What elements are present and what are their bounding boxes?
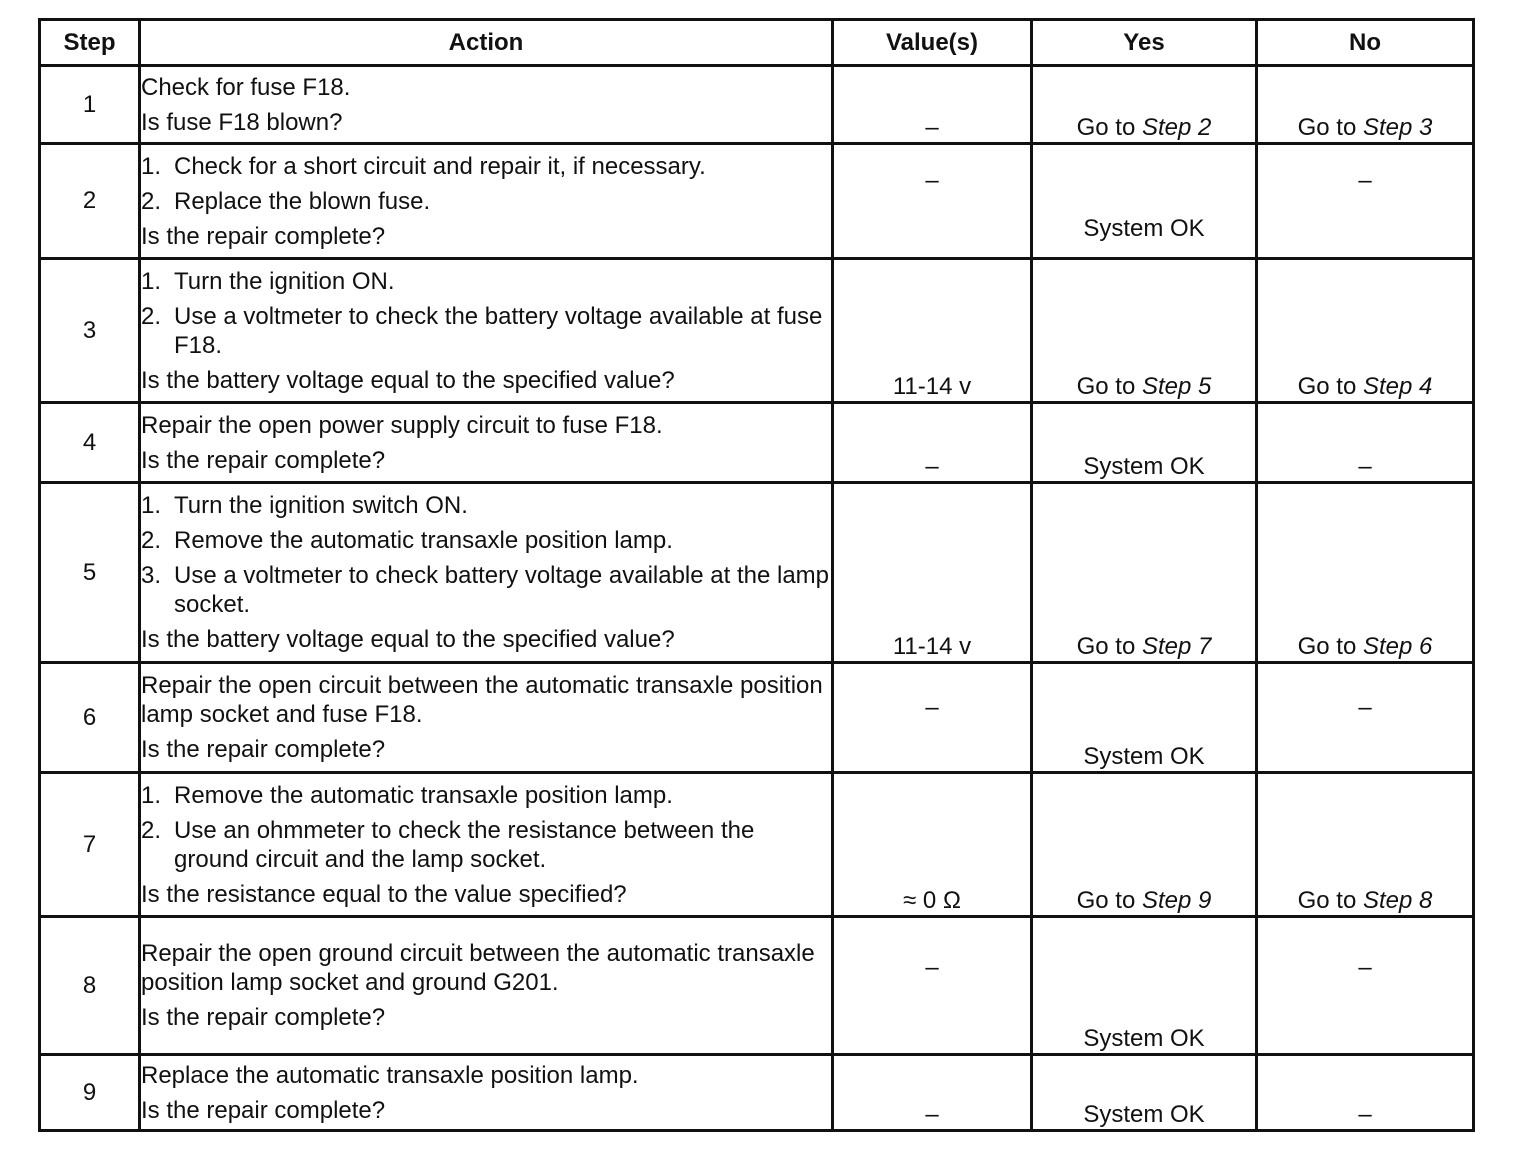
action-cell (140, 144, 833, 259)
no-prefix: Go to (1297, 373, 1363, 400)
action-cell (140, 1055, 833, 1131)
no-cell: – (1257, 1055, 1474, 1131)
item-number: 1. (141, 781, 162, 809)
action-text: Check for fuse F18. (141, 73, 351, 101)
value-cell: – (833, 403, 1032, 483)
action-item (141, 781, 831, 810)
value-cell: – (833, 66, 1032, 144)
value-cell: – (833, 1055, 1032, 1131)
step-number: 9 (40, 1055, 140, 1131)
action-cell (140, 663, 833, 773)
yes-cell: System OK (1032, 403, 1257, 483)
header-yes: Yes (1032, 20, 1257, 66)
item-number: 2. (141, 302, 162, 330)
item-text: Turn the ignition ON. (174, 267, 395, 295)
action-cell (140, 403, 833, 483)
diagnostic-table (38, 18, 1475, 1132)
item-number: 2. (141, 527, 162, 554)
no-prefix: Go to (1297, 114, 1363, 141)
item-number: 3. (141, 562, 162, 589)
item-number: 1. (141, 267, 162, 295)
item-text: Turn the ignition switch ON. (174, 492, 468, 519)
action-item (141, 491, 831, 520)
action-question: Is the repair complete? (141, 222, 386, 250)
no-step-ref: Step 4 (1362, 373, 1433, 400)
action-question: Is the battery voltage equal to the specified value? (141, 366, 675, 394)
yes-cell (1032, 773, 1257, 917)
action-question: Is the repair complete? (141, 1096, 386, 1124)
no-step-ref: Step 6 (1362, 633, 1433, 660)
item-number: 1. (141, 492, 162, 519)
table-row (40, 144, 1474, 259)
item-number: 1. (141, 152, 162, 180)
no-step-ref: Step 8 (1362, 887, 1433, 914)
header-action: Action (140, 20, 833, 66)
action-question: Is fuse F18 blown? (141, 108, 343, 136)
step-number: 8 (40, 917, 140, 1055)
item-text: Use a voltmeter to check battery voltage available at the lamp socket. (174, 562, 830, 618)
header-values: Value(s) (833, 20, 1032, 66)
table-row (40, 403, 1474, 483)
step-number: 6 (40, 663, 140, 773)
yes-prefix: Go to (1076, 114, 1142, 141)
action-item (141, 561, 831, 619)
action-text: Repair the open ground circuit between the automatic transaxle position lamp socket and ground G201. (141, 940, 815, 996)
no-cell: – (1257, 403, 1474, 483)
yes-cell: System OK (1032, 663, 1257, 773)
item-number: 2. (141, 816, 162, 844)
no-cell (1257, 259, 1474, 403)
yes-cell (1032, 66, 1257, 144)
action-item (141, 526, 831, 555)
action-question: Is the repair complete? (141, 446, 386, 474)
value-cell: 11-14 v (833, 483, 1032, 663)
yes-step-ref: Step 2 (1141, 114, 1212, 141)
item-text: Remove the automatic transaxle position lamp. (174, 527, 673, 554)
no-cell: – (1257, 144, 1474, 259)
item-text: Replace the blown fuse. (174, 187, 431, 215)
table-row (40, 66, 1474, 144)
no-cell (1257, 66, 1474, 144)
yes-prefix: Go to (1076, 633, 1142, 660)
action-item (141, 267, 831, 296)
action-item (141, 816, 831, 874)
no-cell (1257, 773, 1474, 917)
value-cell: – (833, 917, 1032, 1055)
action-cell (140, 917, 833, 1055)
step-number: 4 (40, 403, 140, 483)
value-cell: 11-14 v (833, 259, 1032, 403)
yes-prefix: Go to (1076, 373, 1142, 400)
header-step: Step (40, 20, 140, 66)
value-cell: ≈ 0 Ω (833, 773, 1032, 917)
step-number: 3 (40, 259, 140, 403)
value-cell: – (833, 144, 1032, 259)
action-question: Is the repair complete? (141, 1004, 386, 1031)
action-cell (140, 66, 833, 144)
header-no: No (1257, 20, 1474, 66)
action-item (141, 187, 831, 216)
yes-cell (1032, 259, 1257, 403)
yes-step-ref: Step 9 (1141, 887, 1212, 914)
step-number: 5 (40, 483, 140, 663)
table-row (40, 917, 1474, 1055)
item-text: Use an ohmmeter to check the resistance between the ground circuit and the lamp socket. (174, 816, 755, 873)
step-number: 2 (40, 144, 140, 259)
table-row (40, 773, 1474, 917)
no-cell: – (1257, 917, 1474, 1055)
action-text: Repair the open power supply circuit to fuse F18. (141, 411, 663, 439)
table-row (40, 259, 1474, 403)
action-question: Is the battery voltage equal to the specified value? (141, 626, 675, 653)
item-number: 2. (141, 187, 162, 215)
table-row (40, 483, 1474, 663)
action-question: Is the repair complete? (141, 736, 386, 763)
yes-step-ref: Step 5 (1141, 373, 1212, 400)
no-prefix: Go to (1297, 887, 1363, 914)
action-question: Is the resistance equal to the value specified? (141, 880, 627, 908)
yes-cell (1032, 483, 1257, 663)
no-cell (1257, 483, 1474, 663)
value-cell: – (833, 663, 1032, 773)
step-number: 7 (40, 773, 140, 917)
yes-cell: System OK (1032, 917, 1257, 1055)
no-step-ref: Step 3 (1362, 114, 1433, 141)
item-text: Remove the automatic transaxle position lamp. (174, 781, 673, 809)
step-number: 1 (40, 66, 140, 144)
item-text: Check for a short circuit and repair it, if necessary. (174, 152, 706, 180)
action-text: Replace the automatic transaxle position lamp. (141, 1061, 639, 1089)
table-row (40, 663, 1474, 773)
no-cell: – (1257, 663, 1474, 773)
action-cell (140, 259, 833, 403)
yes-prefix: Go to (1076, 887, 1142, 914)
action-cell (140, 483, 833, 663)
action-item (141, 152, 831, 181)
action-item (141, 302, 831, 360)
yes-cell: System OK (1032, 144, 1257, 259)
table-row (40, 1055, 1474, 1131)
yes-cell: System OK (1032, 1055, 1257, 1131)
header-row (40, 20, 1474, 66)
action-cell (140, 773, 833, 917)
no-prefix: Go to (1297, 633, 1363, 660)
yes-step-ref: Step 7 (1141, 633, 1212, 660)
action-text: Repair the open circuit between the automatic transaxle position lamp socket and fuse F18. (141, 672, 823, 728)
item-text: Use a voltmeter to check the battery voltage available at fuse F18. (174, 302, 823, 359)
